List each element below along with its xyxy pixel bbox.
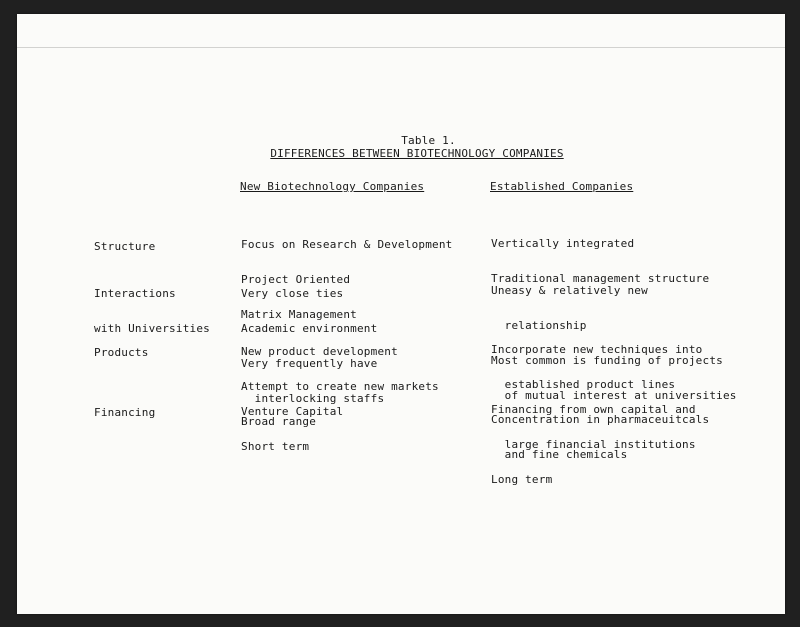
row-label-line: Products (94, 346, 149, 360)
cell-line: Vertically integrated (491, 237, 635, 251)
cell-line: of mutual interest at universities (491, 388, 737, 402)
cell-line: Uneasy & relatively new (491, 284, 648, 298)
cell-line: Very frequently have (241, 356, 378, 370)
cell-line: Attempt to create new markets (241, 379, 439, 393)
document-page (17, 14, 785, 614)
cell-line: Financing from own capital and (491, 403, 696, 417)
column-header-new-biotech: New Biotechnology Companies (240, 180, 425, 193)
cell-line: Very close ties (241, 287, 344, 301)
cell-line: relationship (491, 318, 587, 332)
row-label-products (94, 324, 149, 382)
cell-line: large financial institutions (491, 437, 696, 451)
cell-line: Long term (491, 472, 553, 486)
row-label-line: with Universities (94, 321, 210, 335)
cell-line: Broad range (241, 414, 317, 428)
cell-financing-established (491, 381, 696, 509)
row-label-line: Interactions (94, 287, 176, 301)
row-label-financing (94, 384, 155, 442)
row-label-line: Financing (94, 406, 156, 420)
cell-line: Matrix Management (241, 307, 357, 321)
cell-line: Focus on Research & Development (241, 238, 453, 252)
row-label-line: Structure (94, 240, 156, 254)
cell-line: Incorporate new techniques into (491, 343, 703, 357)
cell-line: Most common is funding of projects (491, 353, 723, 367)
cell-line: Academic environment (241, 321, 378, 335)
cell-line: and fine chemicals (491, 447, 628, 461)
cell-line: Short term (241, 439, 310, 453)
table-title-block (17, 135, 785, 159)
cell-line: Project Oriented (241, 272, 351, 286)
cell-line: Venture Capital (241, 405, 344, 419)
cell-line: interlocking staffs (241, 391, 385, 405)
table-number: Table 1. (401, 134, 456, 147)
table-title: DIFFERENCES BETWEEN BIOTECHNOLOGY COMPANIES (270, 146, 564, 160)
cell-line: established product lines (491, 377, 676, 391)
column-header-established: Established Companies (490, 180, 634, 193)
cell-line: Traditional management structure (491, 271, 710, 285)
cell-financing-new (241, 383, 343, 476)
paper-fold-line (17, 47, 785, 48)
cell-line: New product development (241, 345, 398, 359)
cell-line: Concentration in pharmaceuitcals (491, 412, 710, 426)
